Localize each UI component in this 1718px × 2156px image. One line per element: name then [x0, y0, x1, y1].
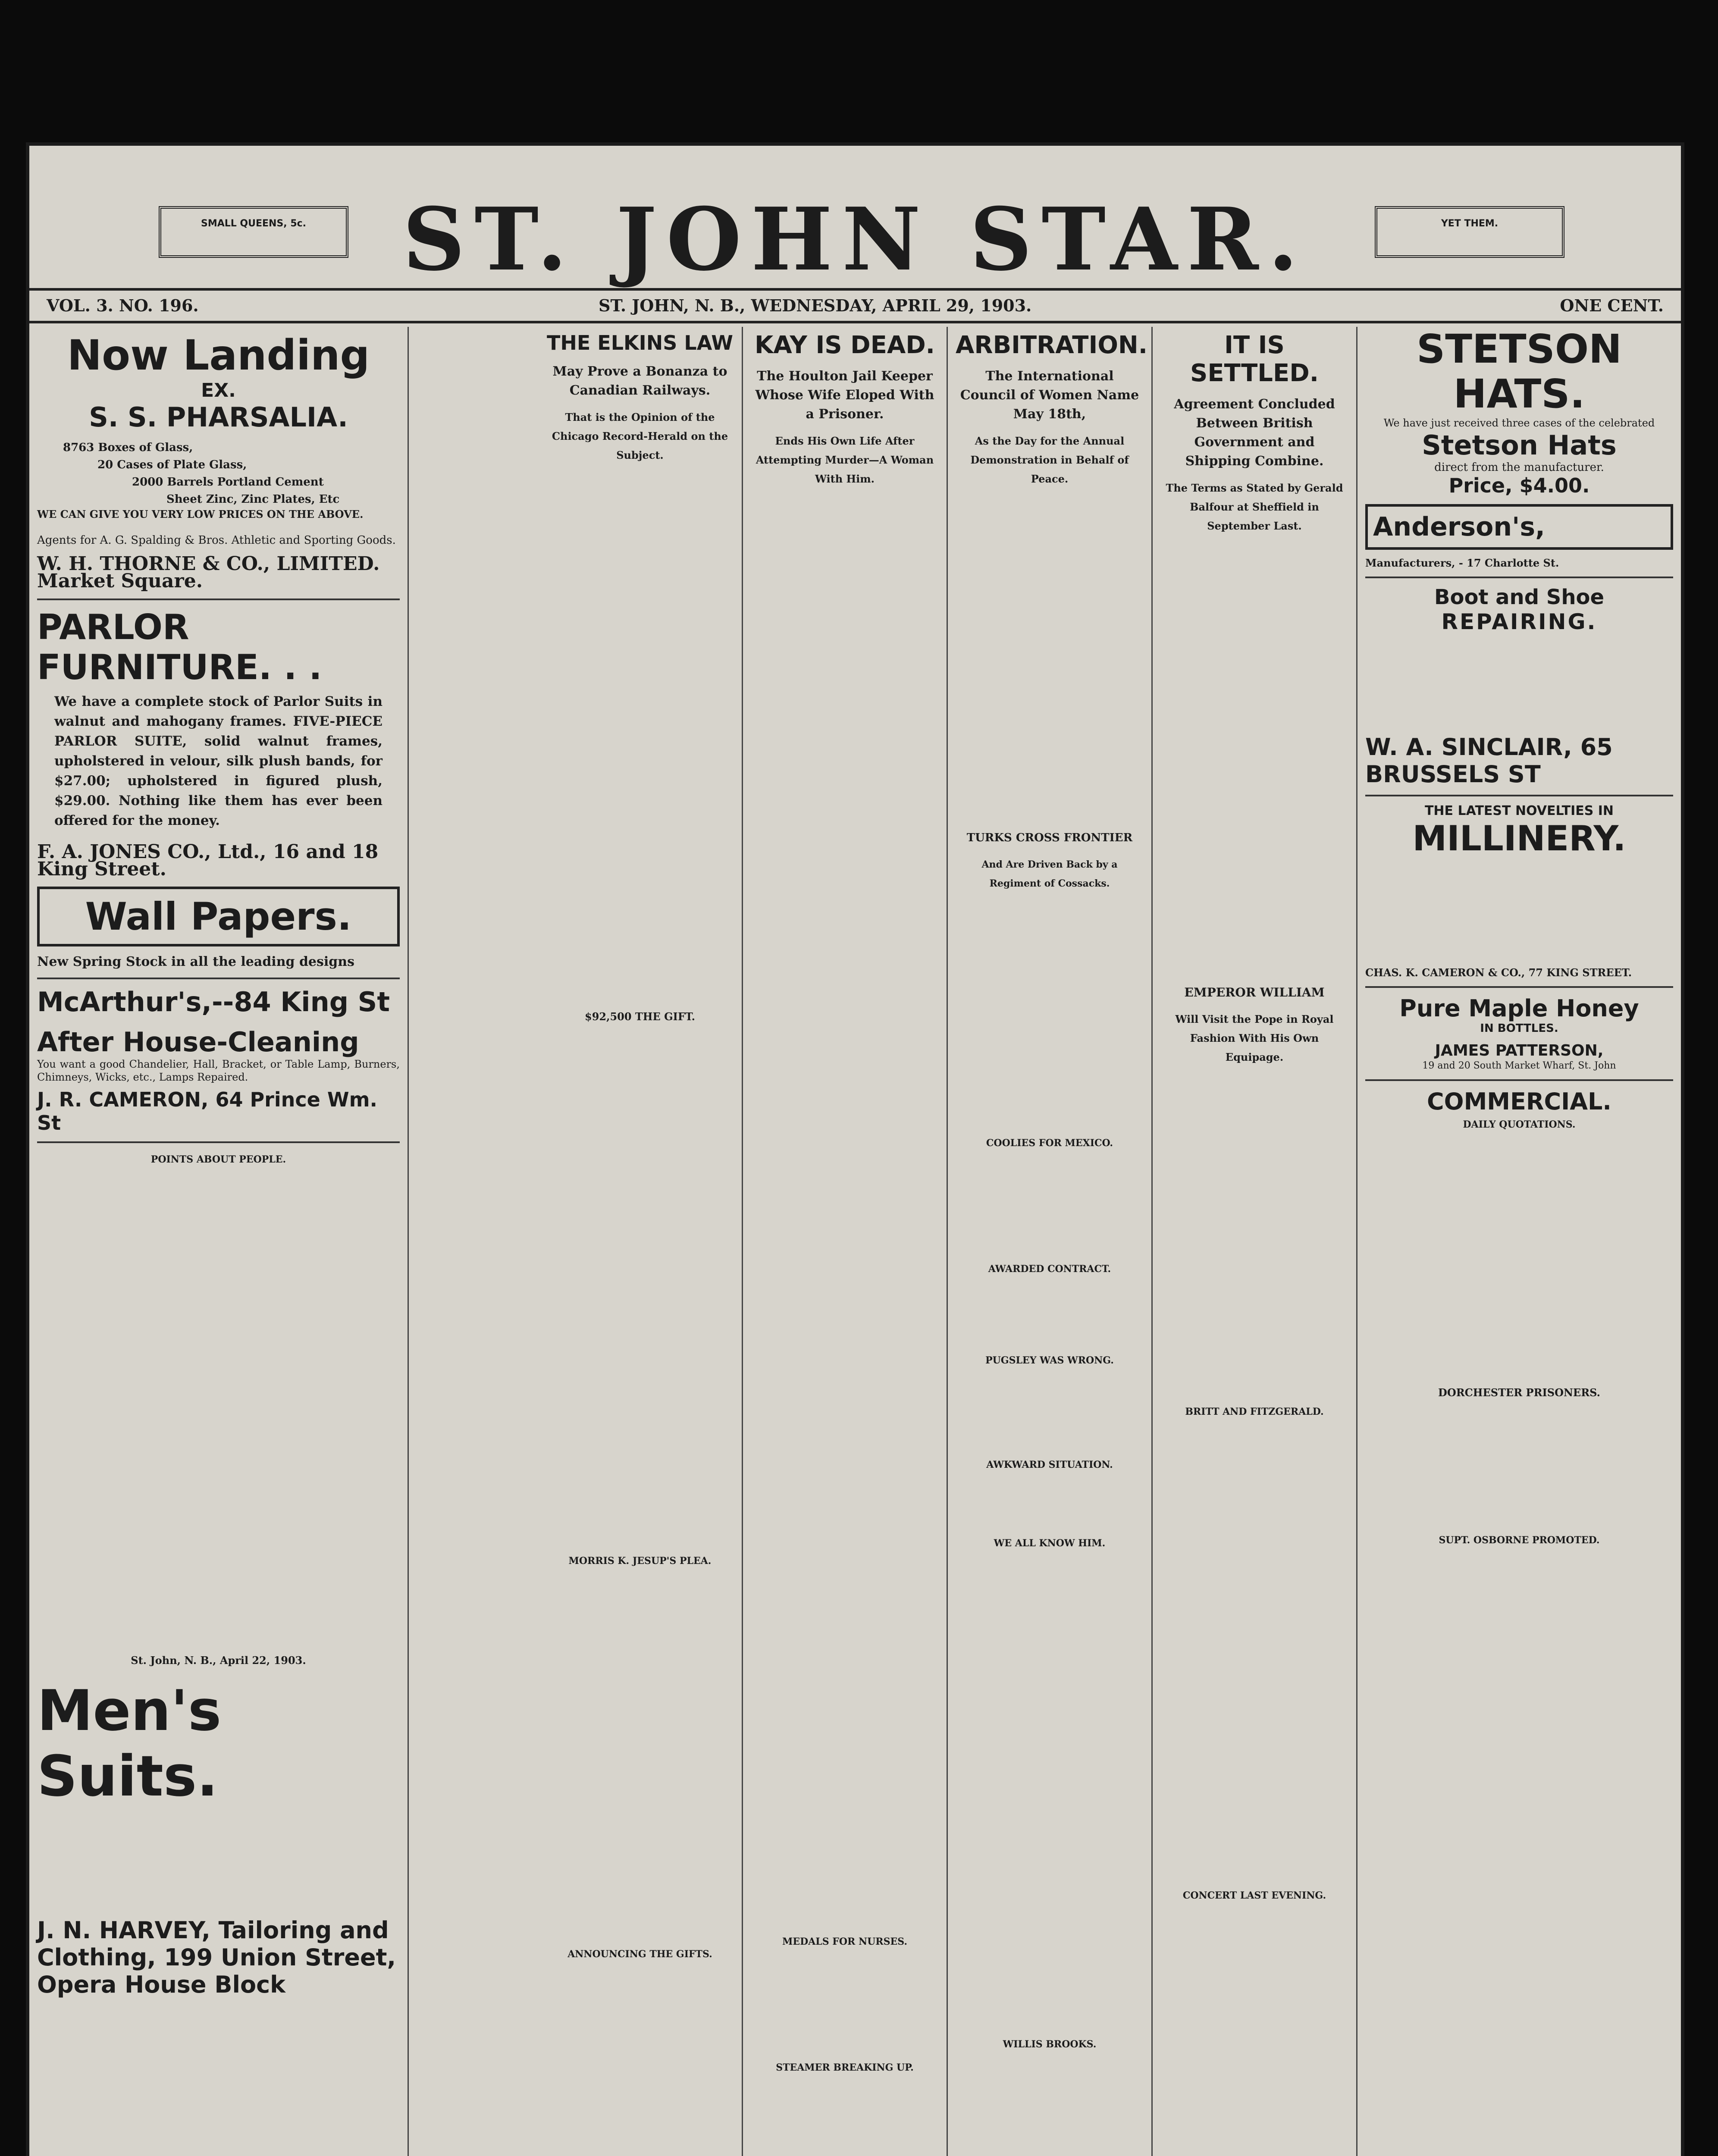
kay-subhead: The Houlton Jail Keeper Whose Wife Eloped With a Prisoner. [755, 369, 934, 422]
awarded-heading: AWARDED CONTRACT. [988, 1263, 1111, 1275]
settled-body [1160, 543, 1348, 983]
issue-date: ST. JOHN, N. B., WEDNESDAY, APRIL 29, 1903. [599, 296, 1032, 315]
arbitration-headline: ARBITRATION. [956, 331, 1148, 359]
turks-body [956, 901, 1144, 1134]
cameron-text: You want a good Chandelier, Hall, Bracket, or Table Lamp, Burners, Chimneys, Wicks, etc., Lamps Repaired. [37, 1058, 400, 1083]
repairing: REPAIRING. [1441, 609, 1597, 634]
pugsley-body [956, 1378, 1144, 1455]
emperor-body [1160, 1075, 1348, 1402]
author-signature: WILLIS BROOKS. [1003, 2039, 1097, 2050]
kay-subhead-2: Ends His Own Life After Attempting Murder—A Woman With Him. [756, 435, 934, 485]
turks-heading: TURKS CROSS FRONTIER [966, 831, 1133, 844]
ear-left: SMALL QUEENS, 5c. [159, 206, 348, 258]
quotations-table [1365, 1142, 1673, 1383]
dorchester-body [1365, 1410, 1673, 1531]
landing-item: 8763 Boxes of Glass, [63, 441, 193, 454]
harvey-ad: J. N. HARVEY, Tailoring and Clothing, 199 Union Street, Opera House Block [37, 1917, 396, 1998]
dateline [29, 288, 1681, 323]
patterson-ad: JAMES PATTERSON, [1435, 1042, 1604, 1059]
column-ads-left [29, 327, 409, 2156]
landing-item: Sheet Zinc, Zinc Plates, Etc [166, 493, 340, 506]
elkins-subhead: May Prove a Bonanza to Canadian Railways. [552, 364, 727, 398]
medals-heading: MEDALS FOR NURSES. [782, 1936, 907, 1947]
arbitration-subhead-2: As the Day for the Annual Demonstration in Behalf of Peace. [970, 435, 1129, 485]
medals-body [751, 1959, 939, 2058]
morris-heading: MORRIS K. JESUP'S PLEA. [568, 1555, 712, 1567]
kay-headline: KAY IS DEAD. [755, 331, 935, 359]
column-ads-right [1357, 327, 1681, 2156]
kay-body [751, 496, 939, 1932]
latest-novelties: THE LATEST NOVELTIES IN [1424, 803, 1614, 818]
britt-heading: BRITT AND FITZGERALD. [1185, 1406, 1324, 1417]
millinery: MILLINERY. [1412, 818, 1626, 859]
coolies-heading: COOLIES FOR MEXICO. [986, 1138, 1113, 1149]
points-text-block [37, 1177, 400, 1651]
divider [1365, 577, 1673, 578]
concert-heading: CONCERT LAST EVENING. [1182, 1890, 1326, 1901]
price: ONE CENT. [1560, 296, 1664, 315]
settled-subhead-2: The Terms as Stated by Gerald Balfour at Sheffield in September Last. [1166, 482, 1343, 532]
announcing-heading: ANNOUNCING THE GIFTS. [567, 1949, 712, 1960]
jones-ad: F. A. JONES CO., Ltd., 16 and 18 King Street. [37, 841, 379, 880]
landing-note: WE CAN GIVE YOU VERY LOW PRICES ON THE ABOVE. [37, 508, 364, 520]
elkins-body [546, 473, 734, 1007]
turks-subhead: And Are Driven Back by a Regiment of Cossacks. [981, 859, 1118, 889]
commercial-heading: COMMERCIAL. [1427, 1088, 1611, 1115]
divider [1365, 795, 1673, 796]
landing-item: 20 Cases of Plate Glass, [97, 458, 247, 471]
quotations-heading: DAILY QUOTATIONS. [1463, 1119, 1576, 1130]
landing-item: 2000 Barrels Portland Cement [132, 476, 324, 489]
after-house-cleaning: After House-Cleaning [37, 1026, 359, 1058]
britt-body [1160, 1429, 1348, 1886]
andersons-address: Manufacturers, - 17 Charlotte St. [1365, 557, 1559, 569]
mens-suits-text [37, 1809, 400, 1917]
stetson-price: Price, $4.00. [1448, 474, 1590, 497]
sinclair-ad: W. A. SINCLAIR, 65 BRUSSELS ST [1365, 733, 1613, 788]
masthead [29, 146, 1681, 290]
column-elkins-law [538, 327, 743, 2156]
settled-subhead: Agreement Concluded Between British Government and Shipping Combine. [1174, 397, 1335, 469]
mcarthur-ad: McArthur's,--84 King St [37, 986, 390, 1018]
furniture-heading: FURNITURE. . . [37, 647, 322, 687]
landing-ex: EX. [201, 379, 236, 401]
column-kay-dead [743, 327, 948, 2156]
boot-shoe: Boot and Shoe [1434, 585, 1605, 609]
landing-title: Now Landing [67, 331, 370, 379]
osborne-heading: SUPT. OSBORNE PROMOTED. [1439, 1535, 1600, 1546]
cameron-co-ad: CHAS. K. CAMERON & CO., 77 KING STREET. [1365, 966, 1632, 979]
millinery-text [1365, 859, 1673, 966]
all-know-body [956, 1561, 1144, 2035]
divider [1365, 986, 1673, 988]
coolies-body [956, 1160, 1144, 1260]
maple-honey: Pure Maple Honey [1399, 995, 1639, 1022]
morris-body [546, 1578, 734, 1945]
thorne-ad: W. H. THORNE & CO., LIMITED. Market Square. [37, 553, 380, 592]
repairing-text [1365, 634, 1673, 733]
points-heading: POINTS ABOUT PEOPLE. [150, 1154, 286, 1165]
stetson-hats: Stetson Hats [1422, 429, 1617, 461]
stetson-direct: direct from the manufacturer. [1434, 461, 1604, 474]
newspaper-page [26, 142, 1684, 2156]
awkward-body [956, 1482, 1144, 1534]
divider [1365, 1079, 1673, 1081]
spring-stock: New Spring Stock in all the leading designs [37, 954, 354, 969]
patterson-address: 19 and 20 South Market Wharf, St. John [1422, 1060, 1616, 1071]
steamer-heading: STEAMER BREAKING UP. [776, 2062, 914, 2073]
landing-ship: S. S. PHARSALIA. [89, 401, 348, 433]
spalding-agents: Agents for A. G. Spalding & Bros. Athletic and Sporting Goods. [37, 534, 396, 547]
parlor-text: We have a complete stock of Parlor Suits in walnut and mahogany frames. FIVE-PIECE PARLOR SUITE, solid walnut frames, upholstered in velour, silk plush bands, for $27.00; upholstered in figured plush, $29.00. Nothing like them has ever been offered for the money. [54, 694, 382, 828]
settled-headline: IT IS SETTLED. [1190, 331, 1319, 387]
wallpapers-box: Wall Papers. [37, 887, 400, 946]
stetson-text: We have just received three cases of the celebrated [1383, 417, 1655, 429]
gift-heading: $92,500 THE GIFT. [585, 1010, 695, 1023]
newspaper-title: ST. JOHN STAR. [402, 189, 1308, 290]
column-arbitration [948, 327, 1153, 2156]
arbitration-subhead: The International Council of Women Name May 18th, [960, 369, 1139, 422]
pugsley-heading: PUGSLEY WAS WRONG. [985, 1355, 1114, 1366]
all-know-heading: WE ALL KNOW HIM. [994, 1538, 1106, 1549]
divider [37, 599, 400, 600]
mens-suits: Men's Suits. [37, 1678, 222, 1809]
stetson-title: STETSON HATS. [1416, 327, 1622, 417]
divider [37, 978, 400, 979]
andersons-ad: Anderson's, [1365, 504, 1673, 550]
awkward-heading: AWKWARD SITUATION. [986, 1459, 1113, 1470]
gift-body [546, 1034, 734, 1551]
ear-right: YET THEM. [1375, 206, 1564, 258]
column-it-is-settled [1153, 327, 1357, 2156]
emperor-heading: EMPEROR WILLIAM [1184, 985, 1325, 1000]
elkins-headline: THE ELKINS LAW [546, 331, 734, 354]
stjohn-date: St. John, N. B., April 22, 1903. [131, 1654, 306, 1667]
emperor-subhead: Will Visit the Pope in Royal Fashion With His Own Equipage. [1175, 1013, 1334, 1063]
arbitration-body [956, 496, 1144, 828]
divider [37, 1141, 400, 1143]
awarded-body [956, 1286, 1144, 1351]
maple-subhead: IN BOTTLES. [1480, 1022, 1558, 1035]
cameron-ad: J. R. CAMERON, 64 Prince Wm. St [37, 1088, 378, 1134]
dorchester-heading: DORCHESTER PRISONERS. [1438, 1386, 1600, 1399]
volume-number: VOL. 3. NO. 196. [47, 296, 199, 315]
parlor-heading: PARLOR [37, 607, 189, 647]
elkins-subhead-2: That is the Opinion of the Chicago Record-Herald on the Subject. [552, 411, 728, 461]
